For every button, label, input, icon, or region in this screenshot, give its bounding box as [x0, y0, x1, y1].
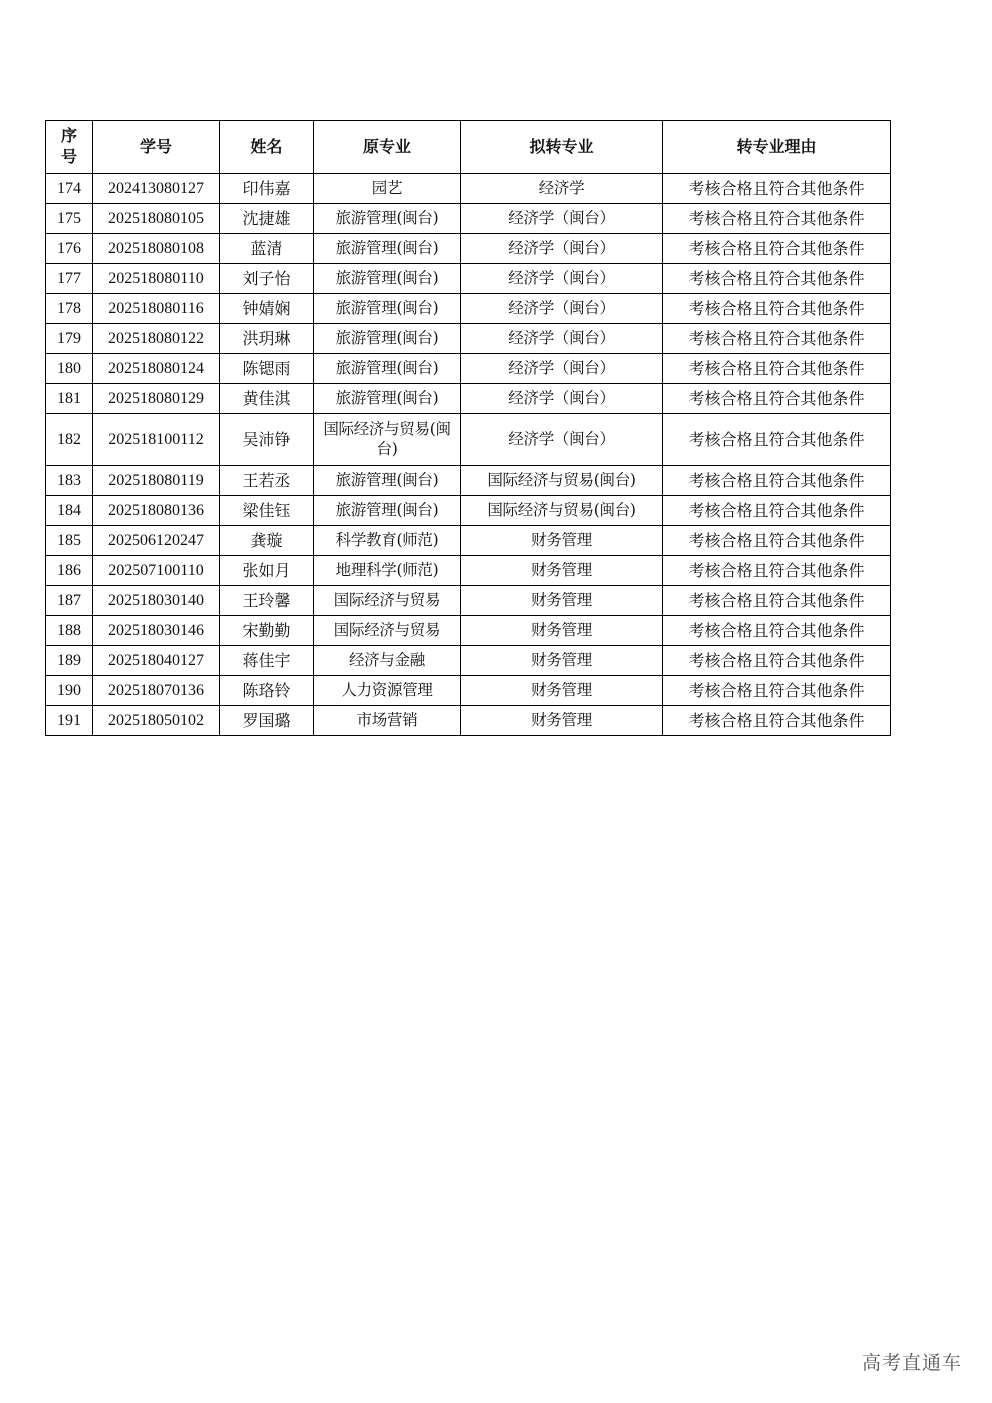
cell-target-major: 经济学（闽台） — [461, 324, 663, 354]
table-row — [46, 204, 891, 234]
cell-reason: 考核合格且符合其他条件 — [663, 466, 891, 496]
cell-target-major: 财务管理 — [461, 676, 663, 706]
cell-student-id: 202518080129 — [93, 384, 220, 414]
cell-original-major: 园艺 — [314, 174, 461, 204]
table-row — [46, 174, 891, 204]
table-row — [46, 414, 891, 466]
cell-index: 181 — [46, 384, 93, 414]
cell-target-major: 经济学（闽台） — [461, 294, 663, 324]
cell-student-id: 202413080127 — [93, 174, 220, 204]
cell-original-major: 国际经济与贸易 — [314, 616, 461, 646]
cell-target-major: 财务管理 — [461, 556, 663, 586]
header-student-id: 学号 — [93, 121, 220, 174]
cell-target-major: 财务管理 — [461, 706, 663, 736]
table-row — [46, 676, 891, 706]
cell-reason: 考核合格且符合其他条件 — [663, 354, 891, 384]
cell-index: 175 — [46, 204, 93, 234]
cell-student-id: 202506120247 — [93, 526, 220, 556]
cell-index: 183 — [46, 466, 93, 496]
cell-name: 蒋佳宇 — [220, 646, 314, 676]
cell-target-major: 经济学（闽台） — [461, 234, 663, 264]
cell-name: 印伟嘉 — [220, 174, 314, 204]
cell-index: 174 — [46, 174, 93, 204]
cell-student-id: 202507100110 — [93, 556, 220, 586]
cell-index: 188 — [46, 616, 93, 646]
table-row — [46, 234, 891, 264]
cell-reason: 考核合格且符合其他条件 — [663, 294, 891, 324]
cell-target-major: 财务管理 — [461, 526, 663, 556]
cell-target-major: 国际经济与贸易(闽台) — [461, 466, 663, 496]
cell-student-id: 202518030140 — [93, 586, 220, 616]
cell-original-major: 旅游管理(闽台) — [314, 466, 461, 496]
cell-student-id: 202518080110 — [93, 264, 220, 294]
cell-student-id: 202518080122 — [93, 324, 220, 354]
cell-original-major: 旅游管理(闽台) — [314, 384, 461, 414]
cell-reason: 考核合格且符合其他条件 — [663, 324, 891, 354]
cell-original-major: 旅游管理(闽台) — [314, 354, 461, 384]
table-row — [46, 556, 891, 586]
cell-name: 罗国璐 — [220, 706, 314, 736]
header-original-major: 原专业 — [314, 121, 461, 174]
cell-name: 龚璇 — [220, 526, 314, 556]
cell-name: 张如月 — [220, 556, 314, 586]
cell-student-id: 202518080108 — [93, 234, 220, 264]
cell-target-major: 财务管理 — [461, 646, 663, 676]
cell-index: 185 — [46, 526, 93, 556]
cell-student-id: 202518080136 — [93, 496, 220, 526]
cell-reason: 考核合格且符合其他条件 — [663, 646, 891, 676]
cell-target-major: 经济学 — [461, 174, 663, 204]
cell-original-major: 国际经济与贸易 — [314, 586, 461, 616]
cell-original-major: 经济与金融 — [314, 646, 461, 676]
cell-reason: 考核合格且符合其他条件 — [663, 706, 891, 736]
header-reason: 转专业理由 — [663, 121, 891, 174]
cell-original-major: 旅游管理(闽台) — [314, 294, 461, 324]
cell-index: 190 — [46, 676, 93, 706]
cell-index: 178 — [46, 294, 93, 324]
cell-student-id: 202518080119 — [93, 466, 220, 496]
cell-index: 177 — [46, 264, 93, 294]
header-index-label: 序号 — [60, 126, 77, 166]
cell-index: 184 — [46, 496, 93, 526]
cell-target-major: 经济学（闽台） — [461, 384, 663, 414]
cell-name: 王若丞 — [220, 466, 314, 496]
cell-reason: 考核合格且符合其他条件 — [663, 264, 891, 294]
cell-target-major: 经济学（闽台） — [461, 204, 663, 234]
cell-student-id: 202518040127 — [93, 646, 220, 676]
cell-original-major: 国际经济与贸易(闽台) — [314, 414, 461, 466]
header-name: 姓名 — [220, 121, 314, 174]
cell-original-major: 地理科学(师范) — [314, 556, 461, 586]
cell-name: 钟婧娴 — [220, 294, 314, 324]
cell-name: 黄佳淇 — [220, 384, 314, 414]
cell-student-id: 202518050102 — [93, 706, 220, 736]
cell-name: 洪玥琳 — [220, 324, 314, 354]
table-row — [46, 324, 891, 354]
watermark-text: 高考直通车 — [861, 1352, 962, 1374]
cell-reason: 考核合格且符合其他条件 — [663, 556, 891, 586]
cell-index: 176 — [46, 234, 93, 264]
cell-original-major: 旅游管理(闽台) — [314, 204, 461, 234]
transfer-list-table — [45, 120, 891, 736]
cell-original-major: 人力资源管理 — [314, 676, 461, 706]
cell-reason: 考核合格且符合其他条件 — [663, 384, 891, 414]
cell-name: 陈珞铃 — [220, 676, 314, 706]
cell-index: 191 — [46, 706, 93, 736]
table-row — [46, 646, 891, 676]
table-row — [46, 354, 891, 384]
header-target-major: 拟转专业 — [461, 121, 663, 174]
cell-index: 187 — [46, 586, 93, 616]
cell-original-major: 旅游管理(闽台) — [314, 234, 461, 264]
cell-student-id: 202518080124 — [93, 354, 220, 384]
cell-original-major: 旅游管理(闽台) — [314, 324, 461, 354]
cell-original-major: 旅游管理(闽台) — [314, 496, 461, 526]
header-index — [46, 121, 93, 174]
cell-student-id: 202518080105 — [93, 204, 220, 234]
cell-target-major: 经济学（闽台） — [461, 414, 663, 466]
cell-index: 182 — [46, 414, 93, 466]
cell-index: 186 — [46, 556, 93, 586]
table-row — [46, 264, 891, 294]
cell-index: 179 — [46, 324, 93, 354]
table-row — [46, 586, 891, 616]
cell-name: 陈锶雨 — [220, 354, 314, 384]
cell-reason: 考核合格且符合其他条件 — [663, 676, 891, 706]
table-row — [46, 706, 891, 736]
cell-original-major: 科学教育(师范) — [314, 526, 461, 556]
cell-name: 宋勤勤 — [220, 616, 314, 646]
cell-name: 吴沛铮 — [220, 414, 314, 466]
table-row — [46, 616, 891, 646]
cell-name: 王玲馨 — [220, 586, 314, 616]
cell-reason: 考核合格且符合其他条件 — [663, 174, 891, 204]
table-row — [46, 466, 891, 496]
cell-reason: 考核合格且符合其他条件 — [663, 496, 891, 526]
cell-target-major: 财务管理 — [461, 586, 663, 616]
cell-target-major: 经济学（闽台） — [461, 264, 663, 294]
cell-index: 180 — [46, 354, 93, 384]
cell-name: 刘子怡 — [220, 264, 314, 294]
cell-reason: 考核合格且符合其他条件 — [663, 234, 891, 264]
table-row — [46, 384, 891, 414]
cell-target-major: 经济学（闽台） — [461, 354, 663, 384]
cell-index: 189 — [46, 646, 93, 676]
cell-name: 梁佳钰 — [220, 496, 314, 526]
cell-student-id: 202518100112 — [93, 414, 220, 466]
cell-original-major: 旅游管理(闽台) — [314, 264, 461, 294]
cell-name: 蓝清 — [220, 234, 314, 264]
cell-student-id: 202518080116 — [93, 294, 220, 324]
cell-reason: 考核合格且符合其他条件 — [663, 414, 891, 466]
cell-reason: 考核合格且符合其他条件 — [663, 526, 891, 556]
cell-reason: 考核合格且符合其他条件 — [663, 616, 891, 646]
cell-student-id: 202518030146 — [93, 616, 220, 646]
cell-reason: 考核合格且符合其他条件 — [663, 586, 891, 616]
cell-target-major: 财务管理 — [461, 616, 663, 646]
cell-original-major: 市场营销 — [314, 706, 461, 736]
table-row — [46, 294, 891, 324]
table-body — [46, 174, 891, 736]
cell-target-major: 国际经济与贸易(闽台) — [461, 496, 663, 526]
cell-reason: 考核合格且符合其他条件 — [663, 204, 891, 234]
table-header-row — [46, 121, 891, 174]
cell-name: 沈捷雄 — [220, 204, 314, 234]
table-row — [46, 526, 891, 556]
cell-student-id: 202518070136 — [93, 676, 220, 706]
table-row — [46, 496, 891, 526]
